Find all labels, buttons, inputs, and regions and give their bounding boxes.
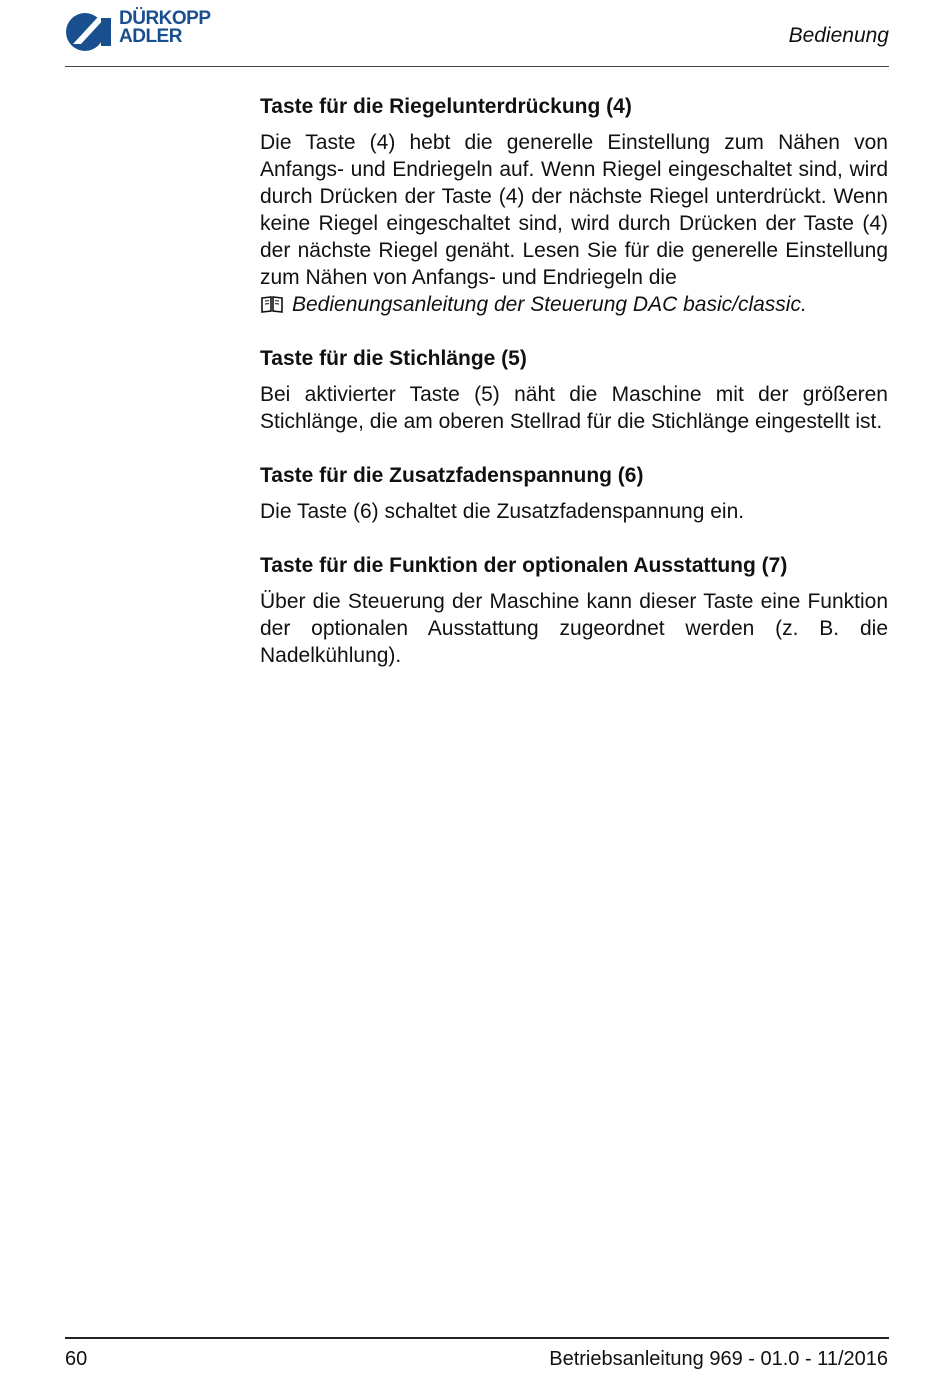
page-number: 60 (65, 1348, 88, 1370)
section-stitch-length (260, 345, 888, 435)
manual-reference: Bedienungsanleitung der Steuerung DAC basic/classic. (292, 293, 807, 316)
section-body: Die Taste (4) hebt die generelle Einstellung zum Nähen von Anfangs- und Endriegeln auf. Wenn Riegel eingeschaltet sind, wird durch Drücken der Taste (4) der nächste Riegel unterdrückt. Wenn keine Riegel eingeschaltet sind, wird durch Drücken der Taste (4) der nächste Riegel genäht. Lesen Sie für die generelle Einstellung zum Nähen von Anfangs- und Endriegeln die (260, 131, 888, 289)
section-heading: Taste für die Stichlänge (5) (260, 347, 527, 370)
document-reference: Betriebsanleitung 969 - 01.0 - 11/2016 (549, 1348, 888, 1370)
section-thread-tension (260, 462, 888, 525)
brand-line-2: ADLER (119, 26, 182, 47)
book-icon (260, 295, 284, 313)
brand-logo-icon (65, 12, 113, 52)
page-header (65, 8, 889, 66)
section-body: Die Taste (6) schaltet die Zusatzfadenspannung ein. (260, 500, 745, 523)
section-heading: Taste für die Zusatzfadenspannung (6) (260, 464, 644, 487)
header-divider (65, 66, 889, 67)
section-optional-equipment (260, 552, 888, 669)
brand-name (119, 10, 211, 46)
main-content (260, 93, 888, 696)
section-body: Über die Steuerung der Maschine kann dieser Taste eine Funktion der optionalen Ausstattung zugeordnet werden (z. B. die Nadelkühlung). (260, 590, 888, 667)
brand-logo (65, 10, 235, 54)
chapter-title: Bedienung (788, 24, 889, 47)
section-heading: Taste für die Riegelunterdrückung (4) (260, 95, 632, 118)
section-body: Bei aktivierter Taste (5) näht die Maschine mit der größeren Stichlänge, die am oberen Stellrad für die Stichlänge eingestellt ist. (260, 383, 888, 433)
section-heading: Taste für die Funktion der optionalen Ausstattung (7) (260, 554, 788, 577)
brand-line-1: DÜRKOPP (119, 8, 211, 29)
section-paragraph (260, 129, 888, 318)
footer-divider (65, 1337, 889, 1339)
section-bartack-suppression (260, 93, 888, 318)
